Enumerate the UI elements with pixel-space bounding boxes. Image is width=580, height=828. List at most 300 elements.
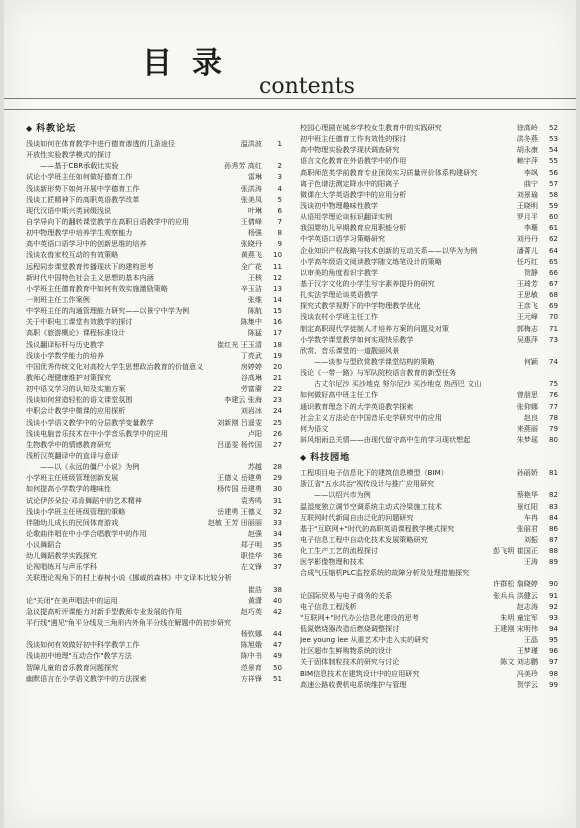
- entry-page-number: 51: [272, 673, 282, 683]
- toc-entry: [300, 133, 558, 144]
- entry-title: 如何做好高中班主任工作: [300, 390, 379, 400]
- toc-entry: [26, 528, 282, 539]
- entry-page-number: 13: [272, 283, 282, 293]
- entry-page-number: 14: [272, 294, 282, 304]
- entry-author: 陈旭娥: [240, 640, 262, 650]
- toc-entry: [300, 211, 558, 222]
- entry-author: 贺学云: [516, 679, 538, 689]
- entry-title: 初中班主任德育工作有效性的探讨: [300, 134, 407, 144]
- entry-author: 房婷婷: [240, 361, 262, 371]
- entry-author: 方祥锋: [240, 673, 262, 683]
- entry-page-number: 54: [548, 145, 558, 155]
- toc-entry: [300, 278, 558, 289]
- toc-entry: [300, 289, 558, 300]
- toc-entry: [300, 178, 558, 189]
- entry-page-number: [262, 572, 282, 583]
- entry-title: 温湿度独立调节空调系统主动式冷梁施工技术: [300, 501, 442, 511]
- entry-title: 语言文化教育在外语教学中的作用: [300, 156, 407, 166]
- entry-page-number: 77: [548, 401, 558, 411]
- entry-page-number: 86: [548, 523, 558, 533]
- entry-author: 崔红光 王玉清: [217, 339, 262, 349]
- entry-author: 王梦瑾: [516, 646, 538, 656]
- entry-page-number: 20: [272, 361, 282, 371]
- toc-entry: [300, 323, 558, 334]
- entry-title: 教师心理健康维护对策探究: [26, 372, 112, 382]
- entry-title: 微课在大学英语教学中的应用分析: [300, 189, 407, 199]
- entry-title: 中学英语口语学习策略研究: [300, 234, 386, 244]
- entry-author: 赖宇萍: [516, 156, 538, 166]
- entry-title: 现代汉语中斯兴类词缀浅说: [26, 205, 112, 215]
- entry-title: Jee young lee 从重艺术中走入实的研究: [300, 635, 429, 645]
- entry-page-number: [538, 367, 558, 378]
- entry-author: 张晓丹: [240, 239, 262, 249]
- toc-entry: [26, 472, 282, 483]
- toc-entry: [26, 506, 282, 517]
- entry-page-number: 3: [277, 172, 282, 182]
- diamond-bullet-icon: ◆: [26, 124, 34, 133]
- entry-page-number: 79: [548, 423, 558, 433]
- entry-author: 王彦飞: [516, 301, 538, 311]
- entry-author: 杨钦娜: [240, 629, 262, 639]
- toc-entry: [26, 316, 282, 327]
- entry-page-number: 23: [272, 395, 282, 405]
- entry-author: 卢阳: [247, 428, 262, 438]
- entry-author: 谷高琳: [240, 372, 262, 382]
- entry-author: 吕遥雯 杨传国: [217, 439, 262, 449]
- entry-page-number: 9: [277, 239, 282, 249]
- entry-author: 张美凤: [240, 194, 262, 204]
- entry-author: 景红阳: [516, 501, 538, 511]
- toc-entry: [300, 356, 558, 367]
- entry-title: 小学班主任德育教育中如何有效实施激励策略: [26, 283, 168, 293]
- entry-page-number: 83: [548, 501, 558, 511]
- entry-title: 试论小学班主任如何做好德育工作: [26, 172, 133, 182]
- toc-entry: [26, 495, 282, 506]
- toc-entry: [300, 478, 558, 489]
- toc-entry: [26, 450, 282, 461]
- toc-entry: [300, 590, 558, 601]
- entry-title: 浅谈新形势下如何开展中学德育工作: [26, 183, 140, 193]
- toc-entry: [300, 489, 558, 500]
- entry-page-number: 93: [548, 612, 558, 622]
- entry-title: 基于汉字文化的小学生写字素养提升的研究: [300, 278, 435, 288]
- toc-entry: [26, 171, 282, 182]
- entry-title: 关于固体制粒技术的研究与讨论: [300, 657, 400, 667]
- entry-title: 急议提高听评课能力对新手型教师专业发展的作用: [26, 606, 183, 616]
- entry-page-number: 87: [548, 534, 558, 544]
- entry-page-number: 95: [548, 635, 558, 645]
- entry-author: 吴惠萍: [516, 334, 538, 344]
- entry-author: 彭飞明 崔国正: [493, 546, 538, 556]
- entry-title: 高速公路收费机电系统维护与管理: [300, 679, 407, 689]
- entry-page-number: 65: [548, 256, 558, 266]
- toc-entry: [300, 423, 558, 434]
- page-subtitle: contents: [259, 74, 355, 99]
- entry-title: 论视唱练耳与声乐学科: [26, 562, 97, 572]
- entry-page-number: 40: [272, 595, 282, 605]
- entry-title: 中职会计教学中微课的应用探析: [26, 406, 126, 416]
- entry-title: 小议舞蹈合: [26, 540, 62, 550]
- toc-entry: [26, 483, 282, 494]
- entry-page-number: 78: [548, 412, 558, 422]
- entry-title: 浅谈初中地理"互动合作"教学方法: [26, 651, 132, 661]
- toc-entry: [300, 200, 558, 211]
- entry-page-number: [262, 149, 282, 160]
- entry-title: 浅谈如何在体育教学中进行德育渗透的几条途径: [26, 139, 175, 148]
- toc-entry: [300, 634, 558, 645]
- entry-page-number: 42: [272, 606, 282, 616]
- entry-page-number: 59: [548, 200, 558, 210]
- entry-author: 许群松 詹晓婷: [493, 579, 538, 589]
- entry-author: 刘新刚 吕遥雯: [217, 417, 262, 427]
- entry-author: 王涛: [523, 557, 538, 567]
- entry-page-number: 60: [548, 212, 558, 222]
- entry-author: 孙丽娇: [516, 468, 538, 478]
- entry-page-number: 17: [272, 328, 282, 338]
- toc-entry: [300, 545, 558, 556]
- toc-entry: [26, 138, 282, 149]
- toc-entry: [300, 189, 558, 200]
- entry-author: 曲宁: [523, 178, 538, 188]
- entry-title: 小学班主任班级管理创新发展: [26, 473, 119, 483]
- entry-title: 幼儿舞蹈教学实践探究: [26, 551, 97, 561]
- entry-author: 陈猛: [247, 328, 262, 338]
- entry-title: 浅谈工匠精神下的高职英语教学改革: [26, 194, 140, 204]
- entry-author: 李飒: [523, 167, 538, 177]
- section-title-keji-luntan: ◆ 科教论坛: [26, 124, 77, 134]
- toc-entry: [26, 227, 282, 238]
- entry-page-number: 70: [548, 312, 558, 322]
- toc-entry: [300, 623, 558, 634]
- toc-entry: [26, 183, 282, 194]
- entry-author: 袁秀鸣: [240, 495, 262, 505]
- toc-entry: [300, 656, 558, 667]
- toc-list: [300, 122, 558, 445]
- toc-entry: [300, 345, 558, 356]
- entry-page-number: 26: [272, 428, 282, 438]
- toc-entry: [300, 645, 558, 656]
- toc-entry: [300, 401, 558, 412]
- entry-page-number: 4: [277, 183, 282, 193]
- entry-page-number: 38: [272, 584, 282, 594]
- toc-entry: [26, 405, 282, 416]
- entry-page-number: 58: [548, 189, 558, 199]
- entry-author: 陈集中: [240, 317, 262, 327]
- entry-title: 社会主义方法论在中国音乐史学研究中的应用: [300, 412, 442, 422]
- entry-author: 刘丹丹: [516, 234, 538, 244]
- entry-author: 苏越: [247, 462, 262, 472]
- entry-title: 远程同步课堂教育传播现状下的建构思考: [26, 261, 154, 271]
- entry-title: 浅谈如何有效做好初中科学教学工作: [26, 640, 140, 650]
- entry-author: 赵巧英: [240, 606, 262, 616]
- entry-page-number: 68: [548, 290, 558, 300]
- entry-page-number: 57: [548, 178, 558, 188]
- toc-entry: [26, 249, 282, 260]
- entry-title: 扎实法学理论谈英语教学: [300, 290, 379, 300]
- entry-author: 叶琳: [247, 205, 262, 215]
- entry-page-number: [262, 450, 282, 461]
- entry-page-number: 35: [272, 540, 282, 550]
- entry-title: 浅谈初中物理趣味性教学: [300, 200, 379, 210]
- entry-author: 刘岩冰: [240, 406, 262, 416]
- toc-entry: [300, 679, 558, 690]
- entry-page-number: 11: [272, 261, 282, 271]
- entry-title: 化工生产工艺的流程探讨: [300, 546, 379, 556]
- entry-title: 浅谈农兽家校互动的有效策略: [26, 250, 119, 260]
- toc-entry: [26, 617, 282, 628]
- entry-page-number: 22: [272, 384, 282, 394]
- entry-title: ——谈参与型欣赏教学课堂结构的策略: [314, 356, 435, 366]
- toc-entry: [300, 578, 558, 589]
- entry-author: 何颖: [523, 356, 538, 366]
- entry-page-number: 50: [272, 662, 282, 672]
- toc-entry: [26, 439, 282, 450]
- entry-title: 论"关闭"在美声唱法中的运用: [26, 595, 118, 605]
- entry-author: 张洪涛: [240, 183, 262, 193]
- entry-title: 高中英语口语学习中的创新思维的培养: [26, 239, 147, 249]
- toc-entry: [26, 361, 282, 372]
- entry-page-number: 34: [272, 528, 282, 538]
- entry-title: [300, 578, 489, 589]
- entry-page-number: 2: [277, 161, 282, 171]
- toc-entry: [300, 334, 558, 345]
- entry-page-number: 76: [548, 390, 558, 400]
- entry-author: 孙秀芳 高红: [224, 161, 262, 171]
- entry-title: 浅论《一带一路》与军队院校语言教育的新型任务: [300, 368, 457, 378]
- toc-entry: [300, 434, 558, 445]
- toc-entry: [300, 501, 558, 512]
- entry-page-number: 33: [272, 517, 282, 527]
- entry-title: 智障儿童的音乐教育问题探究: [26, 662, 119, 672]
- toc-entry: [300, 612, 558, 623]
- toc-entry: [300, 668, 558, 679]
- entry-page-number: [538, 567, 558, 578]
- entry-page-number: 82: [548, 490, 558, 500]
- toc-entry: [300, 367, 558, 378]
- toc-entry: [26, 539, 282, 550]
- entry-title: ——以绍兴市为例: [314, 490, 371, 500]
- entry-title: 何为语文: [300, 423, 329, 433]
- entry-author: 王思敏: [516, 290, 538, 300]
- entry-author: 赵良: [523, 412, 538, 422]
- entry-author: 郭梅志: [516, 323, 538, 333]
- entry-title: 浅谈农村小学班主任工作: [300, 312, 379, 322]
- entry-title: 论歌曲伴唱在中小学合唱教学中的作用: [26, 528, 147, 538]
- entry-author: 黄潇: [247, 595, 262, 605]
- entry-author: 职佳华: [240, 551, 262, 561]
- entry-page-number: 25: [272, 417, 282, 427]
- entry-title: 高中物理实验教学现状调查研究: [300, 145, 400, 155]
- entry-author: 赵敏 王芳 田丽丽: [207, 517, 262, 527]
- toc-entry: [26, 394, 282, 405]
- entry-page-number: 71: [548, 323, 558, 333]
- entry-title: 试论伊莎朵拉·邓肯舞蹈中的艺术精神: [26, 495, 142, 505]
- entry-title: 中国优秀传统文化对高校大学生思想政治教育的价值意义: [26, 361, 204, 371]
- entry-author: 蔡艳华: [516, 490, 538, 500]
- page-title: 目录: [142, 46, 242, 81]
- entry-page-number: 99: [548, 679, 558, 689]
- toc-entry: [26, 628, 282, 639]
- entry-title: 基于"互联网+"时代的高职英语课程教学模式探究: [300, 523, 455, 533]
- entry-page-number: 18: [272, 339, 282, 349]
- entry-title: 通识教育理念下的大学英语教学探索: [300, 401, 414, 411]
- entry-page-number: 84: [548, 512, 558, 522]
- toc-entry: [26, 205, 282, 216]
- entry-page-number: 98: [548, 668, 558, 678]
- entry-page-number: [262, 617, 282, 628]
- toc-entry: [300, 245, 558, 256]
- toc-entry: [300, 556, 558, 567]
- entry-page-number: 16: [272, 317, 282, 327]
- entry-author: 崔浩: [247, 584, 262, 594]
- entry-title: 校园心理剧在城乡学校女生教育中的实践研究: [300, 123, 442, 132]
- entry-page-number: 32: [272, 506, 282, 516]
- toc-entry: [26, 383, 282, 394]
- entry-title: 浅谈小学班主任班级管理的策略: [26, 506, 126, 516]
- entry-title: [26, 628, 237, 639]
- entry-page-number: 94: [548, 624, 558, 634]
- entry-title: 工程项目电子信息化下的建筑信息模型（BIM）: [300, 468, 448, 478]
- entry-page-number: 69: [548, 301, 558, 311]
- entry-title: 制定高职现代学徒制人才培养方案的问题及对策: [300, 323, 449, 333]
- entry-page-number: 29: [272, 473, 282, 483]
- entry-title: 关于中职电工课堂有效教学的探讨: [26, 317, 133, 327]
- entry-title: 电子信息工程浅析: [300, 601, 357, 611]
- toc-entry: [300, 512, 558, 523]
- entry-author: 杨强: [247, 228, 262, 238]
- entry-title: 斜风细雨总关情——由现代留守高中生的学习现状想起: [300, 434, 471, 444]
- entry-title: 如何提高小学数学的趣味性: [26, 484, 112, 494]
- toc-entry: [26, 261, 282, 272]
- entry-page-number: 7: [277, 216, 282, 226]
- entry-author: 王琦芳: [516, 278, 538, 288]
- entry-author: 张维: [247, 294, 262, 304]
- entry-page-number: 52: [548, 123, 558, 132]
- toc-entry: [26, 216, 282, 227]
- entry-title: 伴随幼儿成长的民间体育游戏: [26, 517, 119, 527]
- entry-page-number: 92: [548, 601, 558, 611]
- header: [4, 0, 576, 118]
- entry-title: 关联理论视角下的村上春树小说《挪威的森林》中文译本比较分析: [26, 573, 232, 583]
- entry-author: 赵强: [247, 528, 262, 538]
- entry-page-number: 81: [548, 468, 558, 478]
- toc-entry: [26, 272, 282, 283]
- entry-page-number: 91: [548, 590, 558, 600]
- toc-entry: [26, 550, 282, 561]
- entry-title: 电子信息工程中自动化技术发展策略研究: [300, 534, 428, 544]
- toc-entry: [300, 412, 558, 423]
- entry-author: 潘菁儿: [516, 245, 538, 255]
- entry-title: ——以《永远的僵尸小说》为例: [40, 462, 140, 472]
- left-column: [26, 122, 282, 684]
- entry-page-number: 80: [548, 434, 558, 444]
- toc-entry: [300, 122, 558, 133]
- toc-entry: [26, 428, 282, 439]
- toc-entry: [26, 572, 282, 583]
- toc-entry: [300, 144, 558, 155]
- toc-entry: [26, 461, 282, 472]
- entry-author: 冯美玲: [516, 668, 538, 678]
- entry-author: 王元峰: [516, 312, 538, 322]
- entry-author: 朱明 童定军: [500, 612, 538, 622]
- entry-author: 温洪波: [240, 139, 262, 148]
- toc-entry: [26, 372, 282, 383]
- section-title-keji-yuandi: ◆ 科技园地: [300, 453, 351, 464]
- toc-entry: [300, 267, 558, 278]
- entry-title: 低氮燃烧器改造后燃烧调整探讨: [300, 624, 400, 634]
- entry-author: 辛玉洁: [240, 283, 262, 293]
- entry-page-number: 97: [548, 657, 558, 667]
- toc-entry: [26, 595, 282, 606]
- toc-entry: [26, 606, 282, 617]
- entry-title: BIM信息技术在建筑设计中的应用研究: [300, 668, 420, 678]
- toc-entry: [26, 149, 282, 160]
- entry-page-number: 73: [548, 334, 558, 344]
- entry-title: 自学导向下的翻转课堂教学在高职日语教学中的应用: [26, 216, 190, 226]
- entry-title: 初中语文学习的认知及实施方案: [26, 384, 126, 394]
- document-page: [4, 0, 576, 828]
- toc-entry: [26, 294, 282, 305]
- entry-author: 雷琳: [247, 172, 262, 182]
- entry-title: 浅析汉英翻译中的直译与意译: [26, 450, 119, 460]
- entry-author: 王晓明: [516, 200, 538, 210]
- entry-title: 我国婴幼儿早期教育应用职能分析: [300, 223, 407, 233]
- entry-title: 高职《旅游概论》课程标准设计: [26, 328, 126, 338]
- entry-title: 浙江省"五水共治"视传设计与推广应用研究: [300, 479, 435, 489]
- entry-page-number: 61: [548, 223, 558, 233]
- toc-entry: [26, 417, 282, 428]
- entry-author: 刘景瑜: [516, 189, 538, 199]
- toc-list: [300, 467, 558, 690]
- toc-entry: [300, 300, 558, 311]
- entry-title: 医学影像物理和技术: [300, 557, 364, 567]
- entry-page-number: 56: [548, 167, 558, 177]
- toc-entry: [26, 561, 282, 572]
- entry-page-number: 88: [548, 546, 558, 556]
- right-column: [300, 122, 558, 690]
- entry-title: 初中物理教学中培养学生观察能力: [26, 228, 133, 238]
- entry-author: 曾朋思: [516, 390, 538, 400]
- toc-entry: [300, 389, 558, 400]
- toc-entry: [26, 305, 282, 316]
- entry-page-number: 15: [272, 306, 282, 316]
- entry-author: 张兵兵 洪健云: [493, 590, 538, 600]
- entry-title: 社区超市生鲜购物系统的设计: [300, 646, 393, 656]
- entry-page-number: 10: [272, 250, 282, 260]
- entry-author: 丁亮武: [240, 350, 262, 360]
- entry-title: 古丈尔尼沙 买沙地克 努尔尼沙 买沙地克 热西巴 文山: [314, 379, 482, 389]
- entry-author: 贺静: [523, 267, 538, 277]
- toc-entry: [26, 584, 282, 595]
- entry-page-number: 44: [272, 629, 282, 639]
- entry-author: 陈文 刘志鹏: [500, 657, 538, 667]
- entry-author: 全广花: [240, 261, 262, 271]
- entry-page-number: 19: [272, 350, 282, 360]
- toc-entry: [300, 534, 558, 545]
- entry-author: 王德义 岳建勇: [217, 473, 262, 483]
- entry-page-number: 6: [277, 205, 282, 215]
- entry-title: 企业知识产权战略与技术创新的互动关系——以华为为例: [300, 245, 478, 255]
- entry-author: 赵志涛: [516, 601, 538, 611]
- toc-entry: [26, 650, 282, 661]
- toc-entry: [26, 194, 282, 205]
- entry-title: 平行线"遇见"角平分线及三角形内外角平分线在解题中的初步研究: [26, 618, 232, 628]
- toc-entry: [26, 517, 282, 528]
- toc-list: [26, 138, 282, 684]
- entry-author: 洪冬燕: [516, 134, 538, 144]
- entry-author: 来燕丽: [516, 423, 538, 433]
- entry-title: 以审美的角度看识字教学: [300, 267, 379, 277]
